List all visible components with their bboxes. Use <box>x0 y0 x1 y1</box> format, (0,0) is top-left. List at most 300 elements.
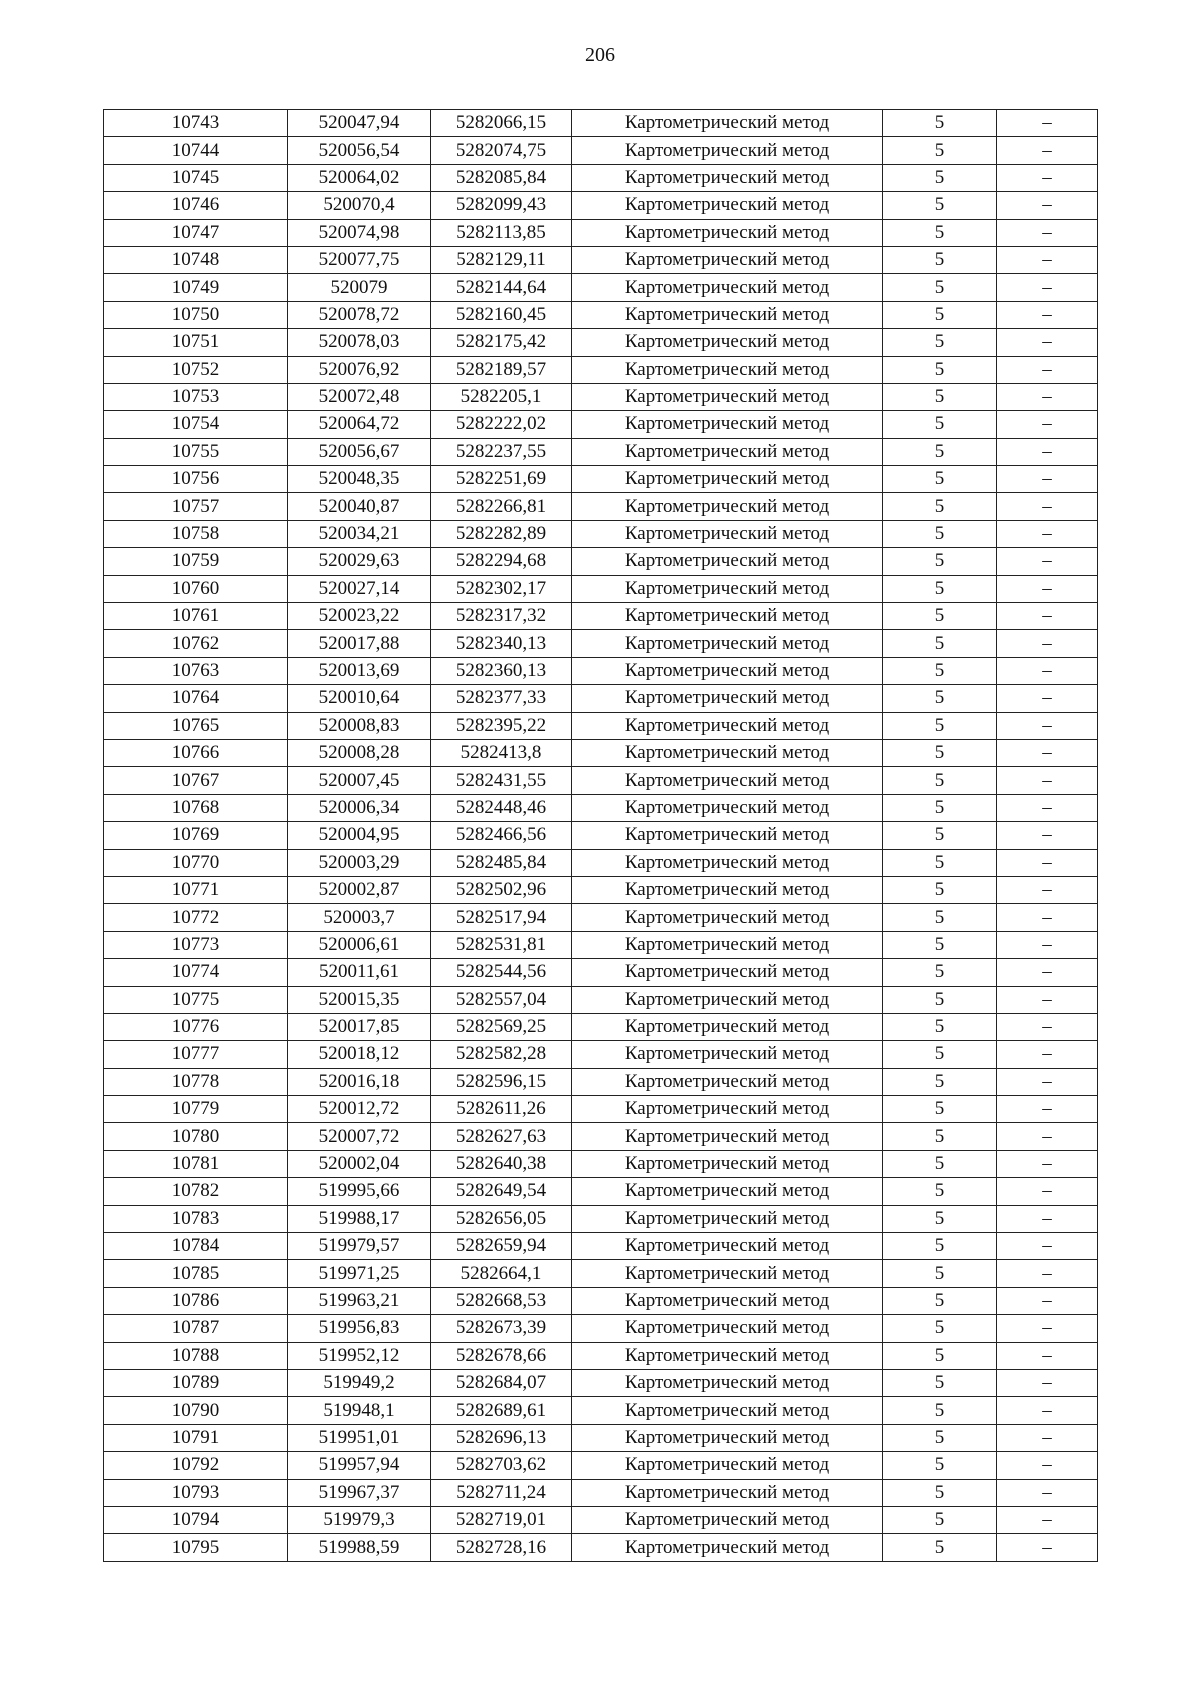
point-number-cell: 10792 <box>104 1452 288 1479</box>
x-coordinate-cell: 520010,64 <box>288 685 431 712</box>
accuracy-cell: 5 <box>883 1534 997 1561</box>
y-coordinate-cell: 5282684,07 <box>431 1369 572 1396</box>
x-coordinate-cell: 520008,83 <box>288 712 431 739</box>
method-cell: Картометрический метод <box>572 411 883 438</box>
y-coordinate-cell: 5282673,39 <box>431 1315 572 1342</box>
x-coordinate-cell: 520023,22 <box>288 603 431 630</box>
note-cell: – <box>997 1123 1098 1150</box>
table-row <box>104 1013 1098 1040</box>
note-cell: – <box>997 1013 1098 1040</box>
table-row <box>104 1233 1098 1260</box>
x-coordinate-cell: 520006,61 <box>288 931 431 958</box>
note-cell: – <box>997 1479 1098 1506</box>
table-row <box>104 274 1098 301</box>
y-coordinate-cell: 5282703,62 <box>431 1452 572 1479</box>
accuracy-cell: 5 <box>883 603 997 630</box>
note-cell: – <box>997 1096 1098 1123</box>
method-cell: Картометрический метод <box>572 876 883 903</box>
accuracy-cell: 5 <box>883 657 997 684</box>
table-row <box>104 110 1098 137</box>
note-cell: – <box>997 931 1098 958</box>
accuracy-cell: 5 <box>883 739 997 766</box>
accuracy-cell: 5 <box>883 1123 997 1150</box>
note-cell: – <box>997 822 1098 849</box>
y-coordinate-cell: 5282129,11 <box>431 246 572 273</box>
x-coordinate-cell: 520008,28 <box>288 739 431 766</box>
x-coordinate-cell: 520078,72 <box>288 301 431 328</box>
y-coordinate-cell: 5282466,56 <box>431 822 572 849</box>
accuracy-cell: 5 <box>883 1150 997 1177</box>
accuracy-cell: 5 <box>883 137 997 164</box>
note-cell: – <box>997 1150 1098 1177</box>
accuracy-cell: 5 <box>883 822 997 849</box>
x-coordinate-cell: 519948,1 <box>288 1397 431 1424</box>
y-coordinate-cell: 5282066,15 <box>431 110 572 137</box>
note-cell: – <box>997 1315 1098 1342</box>
point-number-cell: 10776 <box>104 1013 288 1040</box>
accuracy-cell: 5 <box>883 630 997 657</box>
note-cell: – <box>997 192 1098 219</box>
accuracy-cell: 5 <box>883 931 997 958</box>
table-row <box>104 548 1098 575</box>
method-cell: Картометрический метод <box>572 1534 883 1561</box>
x-coordinate-cell: 520012,72 <box>288 1096 431 1123</box>
note-cell: – <box>997 1424 1098 1451</box>
method-cell: Картометрический метод <box>572 192 883 219</box>
table-row <box>104 466 1098 493</box>
table-row <box>104 767 1098 794</box>
table-row <box>104 685 1098 712</box>
accuracy-cell: 5 <box>883 1041 997 1068</box>
method-cell: Картометрический метод <box>572 1315 883 1342</box>
x-coordinate-cell: 520002,04 <box>288 1150 431 1177</box>
note-cell: – <box>997 1369 1098 1396</box>
y-coordinate-cell: 5282431,55 <box>431 767 572 794</box>
table-row <box>104 712 1098 739</box>
accuracy-cell: 5 <box>883 548 997 575</box>
x-coordinate-cell: 520007,45 <box>288 767 431 794</box>
point-number-cell: 10743 <box>104 110 288 137</box>
table-row <box>104 1315 1098 1342</box>
y-coordinate-cell: 5282582,28 <box>431 1041 572 1068</box>
accuracy-cell: 5 <box>883 986 997 1013</box>
method-cell: Картометрический метод <box>572 739 883 766</box>
accuracy-cell: 5 <box>883 849 997 876</box>
note-cell: – <box>997 794 1098 821</box>
y-coordinate-cell: 5282340,13 <box>431 630 572 657</box>
note-cell: – <box>997 767 1098 794</box>
point-number-cell: 10781 <box>104 1150 288 1177</box>
method-cell: Картометрический метод <box>572 383 883 410</box>
accuracy-cell: 5 <box>883 1342 997 1369</box>
y-coordinate-cell: 5282656,05 <box>431 1205 572 1232</box>
point-number-cell: 10775 <box>104 986 288 1013</box>
y-coordinate-cell: 5282113,85 <box>431 219 572 246</box>
x-coordinate-cell: 519971,25 <box>288 1260 431 1287</box>
table-row <box>104 1506 1098 1533</box>
method-cell: Картометрический метод <box>572 329 883 356</box>
table-body <box>104 110 1098 1562</box>
point-number-cell: 10778 <box>104 1068 288 1095</box>
y-coordinate-cell: 5282413,8 <box>431 739 572 766</box>
point-number-cell: 10744 <box>104 137 288 164</box>
x-coordinate-cell: 519952,12 <box>288 1342 431 1369</box>
point-number-cell: 10761 <box>104 603 288 630</box>
point-number-cell: 10766 <box>104 739 288 766</box>
accuracy-cell: 5 <box>883 1260 997 1287</box>
y-coordinate-cell: 5282664,1 <box>431 1260 572 1287</box>
note-cell: – <box>997 1397 1098 1424</box>
point-number-cell: 10746 <box>104 192 288 219</box>
x-coordinate-cell: 519963,21 <box>288 1287 431 1314</box>
accuracy-cell: 5 <box>883 1397 997 1424</box>
y-coordinate-cell: 5282317,32 <box>431 603 572 630</box>
method-cell: Картометрический метод <box>572 438 883 465</box>
method-cell: Картометрический метод <box>572 246 883 273</box>
table-row <box>104 520 1098 547</box>
x-coordinate-cell: 520034,21 <box>288 520 431 547</box>
x-coordinate-cell: 519995,66 <box>288 1178 431 1205</box>
point-number-cell: 10757 <box>104 493 288 520</box>
table-row <box>104 575 1098 602</box>
method-cell: Картометрический метод <box>572 1233 883 1260</box>
y-coordinate-cell: 5282099,43 <box>431 192 572 219</box>
note-cell: – <box>997 739 1098 766</box>
point-number-cell: 10749 <box>104 274 288 301</box>
accuracy-cell: 5 <box>883 1424 997 1451</box>
note-cell: – <box>997 986 1098 1013</box>
x-coordinate-cell: 520002,87 <box>288 876 431 903</box>
accuracy-cell: 5 <box>883 1013 997 1040</box>
method-cell: Картометрический метод <box>572 1287 883 1314</box>
point-number-cell: 10784 <box>104 1233 288 1260</box>
y-coordinate-cell: 5282222,02 <box>431 411 572 438</box>
accuracy-cell: 5 <box>883 1506 997 1533</box>
method-cell: Картометрический метод <box>572 356 883 383</box>
method-cell: Картометрический метод <box>572 1178 883 1205</box>
accuracy-cell: 5 <box>883 1479 997 1506</box>
x-coordinate-cell: 520006,34 <box>288 794 431 821</box>
table-row <box>104 192 1098 219</box>
method-cell: Картометрический метод <box>572 959 883 986</box>
x-coordinate-cell: 520003,29 <box>288 849 431 876</box>
y-coordinate-cell: 5282517,94 <box>431 904 572 931</box>
method-cell: Картометрический метод <box>572 685 883 712</box>
method-cell: Картометрический метод <box>572 1041 883 1068</box>
table-row <box>104 1068 1098 1095</box>
table-row <box>104 164 1098 191</box>
table-row <box>104 356 1098 383</box>
point-number-cell: 10750 <box>104 301 288 328</box>
x-coordinate-cell: 520074,98 <box>288 219 431 246</box>
y-coordinate-cell: 5282175,42 <box>431 329 572 356</box>
table-row <box>104 657 1098 684</box>
accuracy-cell: 5 <box>883 575 997 602</box>
table-row <box>104 383 1098 410</box>
x-coordinate-cell: 519979,57 <box>288 1233 431 1260</box>
y-coordinate-cell: 5282611,26 <box>431 1096 572 1123</box>
point-number-cell: 10747 <box>104 219 288 246</box>
coordinates-table <box>103 109 1098 1562</box>
x-coordinate-cell: 519949,2 <box>288 1369 431 1396</box>
method-cell: Картометрический метод <box>572 931 883 958</box>
point-number-cell: 10752 <box>104 356 288 383</box>
x-coordinate-cell: 520017,88 <box>288 630 431 657</box>
method-cell: Картометрический метод <box>572 1452 883 1479</box>
y-coordinate-cell: 5282377,33 <box>431 685 572 712</box>
x-coordinate-cell: 520027,14 <box>288 575 431 602</box>
x-coordinate-cell: 520015,35 <box>288 986 431 1013</box>
point-number-cell: 10794 <box>104 1506 288 1533</box>
note-cell: – <box>997 520 1098 547</box>
method-cell: Картометрический метод <box>572 520 883 547</box>
method-cell: Картометрический метод <box>572 301 883 328</box>
accuracy-cell: 5 <box>883 411 997 438</box>
x-coordinate-cell: 519957,94 <box>288 1452 431 1479</box>
point-number-cell: 10754 <box>104 411 288 438</box>
method-cell: Картометрический метод <box>572 849 883 876</box>
accuracy-cell: 5 <box>883 246 997 273</box>
accuracy-cell: 5 <box>883 493 997 520</box>
note-cell: – <box>997 603 1098 630</box>
accuracy-cell: 5 <box>883 1452 997 1479</box>
accuracy-cell: 5 <box>883 904 997 931</box>
note-cell: – <box>997 411 1098 438</box>
x-coordinate-cell: 520076,92 <box>288 356 431 383</box>
x-coordinate-cell: 520007,72 <box>288 1123 431 1150</box>
method-cell: Картометрический метод <box>572 137 883 164</box>
y-coordinate-cell: 5282074,75 <box>431 137 572 164</box>
x-coordinate-cell: 520079 <box>288 274 431 301</box>
point-number-cell: 10793 <box>104 1479 288 1506</box>
y-coordinate-cell: 5282640,38 <box>431 1150 572 1177</box>
table-row <box>104 219 1098 246</box>
x-coordinate-cell: 519988,59 <box>288 1534 431 1561</box>
x-coordinate-cell: 520047,94 <box>288 110 431 137</box>
method-cell: Картометрический метод <box>572 1369 883 1396</box>
table-row <box>104 1479 1098 1506</box>
table-row <box>104 411 1098 438</box>
table-row <box>104 1150 1098 1177</box>
note-cell: – <box>997 356 1098 383</box>
y-coordinate-cell: 5282266,81 <box>431 493 572 520</box>
x-coordinate-cell: 520018,12 <box>288 1041 431 1068</box>
table-row <box>104 1041 1098 1068</box>
y-coordinate-cell: 5282689,61 <box>431 1397 572 1424</box>
point-number-cell: 10760 <box>104 575 288 602</box>
x-coordinate-cell: 520004,95 <box>288 822 431 849</box>
note-cell: – <box>997 904 1098 931</box>
point-number-cell: 10791 <box>104 1424 288 1451</box>
method-cell: Картометрический метод <box>572 1424 883 1451</box>
point-number-cell: 10782 <box>104 1178 288 1205</box>
method-cell: Картометрический метод <box>572 1013 883 1040</box>
point-number-cell: 10770 <box>104 849 288 876</box>
x-coordinate-cell: 520078,03 <box>288 329 431 356</box>
x-coordinate-cell: 520056,67 <box>288 438 431 465</box>
table-row <box>104 1397 1098 1424</box>
note-cell: – <box>997 1260 1098 1287</box>
table-row <box>104 931 1098 958</box>
accuracy-cell: 5 <box>883 1287 997 1314</box>
accuracy-cell: 5 <box>883 959 997 986</box>
y-coordinate-cell: 5282294,68 <box>431 548 572 575</box>
table-row <box>104 794 1098 821</box>
point-number-cell: 10774 <box>104 959 288 986</box>
note-cell: – <box>997 164 1098 191</box>
point-number-cell: 10751 <box>104 329 288 356</box>
point-number-cell: 10785 <box>104 1260 288 1287</box>
note-cell: – <box>997 876 1098 903</box>
table-row <box>104 904 1098 931</box>
method-cell: Картометрический метод <box>572 466 883 493</box>
point-number-cell: 10763 <box>104 657 288 684</box>
y-coordinate-cell: 5282251,69 <box>431 466 572 493</box>
x-coordinate-cell: 520013,69 <box>288 657 431 684</box>
note-cell: – <box>997 274 1098 301</box>
method-cell: Картометрический метод <box>572 603 883 630</box>
point-number-cell: 10764 <box>104 685 288 712</box>
note-cell: – <box>997 712 1098 739</box>
x-coordinate-cell: 519979,3 <box>288 1506 431 1533</box>
point-number-cell: 10771 <box>104 876 288 903</box>
table-row <box>104 959 1098 986</box>
point-number-cell: 10755 <box>104 438 288 465</box>
y-coordinate-cell: 5282569,25 <box>431 1013 572 1040</box>
note-cell: – <box>997 438 1098 465</box>
note-cell: – <box>997 301 1098 328</box>
accuracy-cell: 5 <box>883 1096 997 1123</box>
table-row <box>104 603 1098 630</box>
y-coordinate-cell: 5282205,1 <box>431 383 572 410</box>
table-row <box>104 1452 1098 1479</box>
accuracy-cell: 5 <box>883 520 997 547</box>
note-cell: – <box>997 1068 1098 1095</box>
accuracy-cell: 5 <box>883 192 997 219</box>
table-row <box>104 630 1098 657</box>
point-number-cell: 10758 <box>104 520 288 547</box>
note-cell: – <box>997 219 1098 246</box>
method-cell: Картометрический метод <box>572 657 883 684</box>
method-cell: Картометрический метод <box>572 767 883 794</box>
method-cell: Картометрический метод <box>572 164 883 191</box>
accuracy-cell: 5 <box>883 1315 997 1342</box>
point-number-cell: 10753 <box>104 383 288 410</box>
point-number-cell: 10789 <box>104 1369 288 1396</box>
method-cell: Картометрический метод <box>572 1205 883 1232</box>
x-coordinate-cell: 519951,01 <box>288 1424 431 1451</box>
x-coordinate-cell: 520064,02 <box>288 164 431 191</box>
x-coordinate-cell: 520003,7 <box>288 904 431 931</box>
note-cell: – <box>997 849 1098 876</box>
method-cell: Картометрический метод <box>572 1479 883 1506</box>
y-coordinate-cell: 5282485,84 <box>431 849 572 876</box>
method-cell: Картометрический метод <box>572 630 883 657</box>
x-coordinate-cell: 519967,37 <box>288 1479 431 1506</box>
method-cell: Картометрический метод <box>572 794 883 821</box>
y-coordinate-cell: 5282531,81 <box>431 931 572 958</box>
table-row <box>104 822 1098 849</box>
x-coordinate-cell: 520048,35 <box>288 466 431 493</box>
method-cell: Картометрический метод <box>572 822 883 849</box>
table-row <box>104 301 1098 328</box>
table-row <box>104 1123 1098 1150</box>
note-cell: – <box>997 1233 1098 1260</box>
note-cell: – <box>997 110 1098 137</box>
accuracy-cell: 5 <box>883 356 997 383</box>
x-coordinate-cell: 520070,4 <box>288 192 431 219</box>
accuracy-cell: 5 <box>883 1369 997 1396</box>
method-cell: Картометрический метод <box>572 493 883 520</box>
table-row <box>104 849 1098 876</box>
note-cell: – <box>997 630 1098 657</box>
y-coordinate-cell: 5282659,94 <box>431 1233 572 1260</box>
x-coordinate-cell: 520016,18 <box>288 1068 431 1095</box>
x-coordinate-cell: 520011,61 <box>288 959 431 986</box>
y-coordinate-cell: 5282160,45 <box>431 301 572 328</box>
y-coordinate-cell: 5282627,63 <box>431 1123 572 1150</box>
method-cell: Картометрический метод <box>572 1123 883 1150</box>
table-row <box>104 1178 1098 1205</box>
note-cell: – <box>997 1506 1098 1533</box>
accuracy-cell: 5 <box>883 712 997 739</box>
table-row <box>104 1287 1098 1314</box>
y-coordinate-cell: 5282282,89 <box>431 520 572 547</box>
method-cell: Картометрический метод <box>572 1397 883 1424</box>
point-number-cell: 10772 <box>104 904 288 931</box>
point-number-cell: 10748 <box>104 246 288 273</box>
x-coordinate-cell: 519988,17 <box>288 1205 431 1232</box>
note-cell: – <box>997 1342 1098 1369</box>
note-cell: – <box>997 329 1098 356</box>
point-number-cell: 10790 <box>104 1397 288 1424</box>
point-number-cell: 10745 <box>104 164 288 191</box>
point-number-cell: 10756 <box>104 466 288 493</box>
y-coordinate-cell: 5282544,56 <box>431 959 572 986</box>
table-row <box>104 1260 1098 1287</box>
note-cell: – <box>997 137 1098 164</box>
y-coordinate-cell: 5282302,17 <box>431 575 572 602</box>
method-cell: Картометрический метод <box>572 110 883 137</box>
point-number-cell: 10780 <box>104 1123 288 1150</box>
y-coordinate-cell: 5282668,53 <box>431 1287 572 1314</box>
note-cell: – <box>997 548 1098 575</box>
accuracy-cell: 5 <box>883 301 997 328</box>
method-cell: Картометрический метод <box>572 712 883 739</box>
point-number-cell: 10767 <box>104 767 288 794</box>
x-coordinate-cell: 520029,63 <box>288 548 431 575</box>
table-row <box>104 329 1098 356</box>
point-number-cell: 10773 <box>104 931 288 958</box>
x-coordinate-cell: 520056,54 <box>288 137 431 164</box>
y-coordinate-cell: 5282237,55 <box>431 438 572 465</box>
note-cell: – <box>997 685 1098 712</box>
y-coordinate-cell: 5282719,01 <box>431 1506 572 1533</box>
method-cell: Картометрический метод <box>572 1068 883 1095</box>
method-cell: Картометрический метод <box>572 548 883 575</box>
note-cell: – <box>997 383 1098 410</box>
y-coordinate-cell: 5282085,84 <box>431 164 572 191</box>
accuracy-cell: 5 <box>883 794 997 821</box>
accuracy-cell: 5 <box>883 274 997 301</box>
method-cell: Картометрический метод <box>572 274 883 301</box>
note-cell: – <box>997 493 1098 520</box>
point-number-cell: 10777 <box>104 1041 288 1068</box>
table-row <box>104 1534 1098 1561</box>
note-cell: – <box>997 246 1098 273</box>
accuracy-cell: 5 <box>883 329 997 356</box>
method-cell: Картометрический метод <box>572 219 883 246</box>
